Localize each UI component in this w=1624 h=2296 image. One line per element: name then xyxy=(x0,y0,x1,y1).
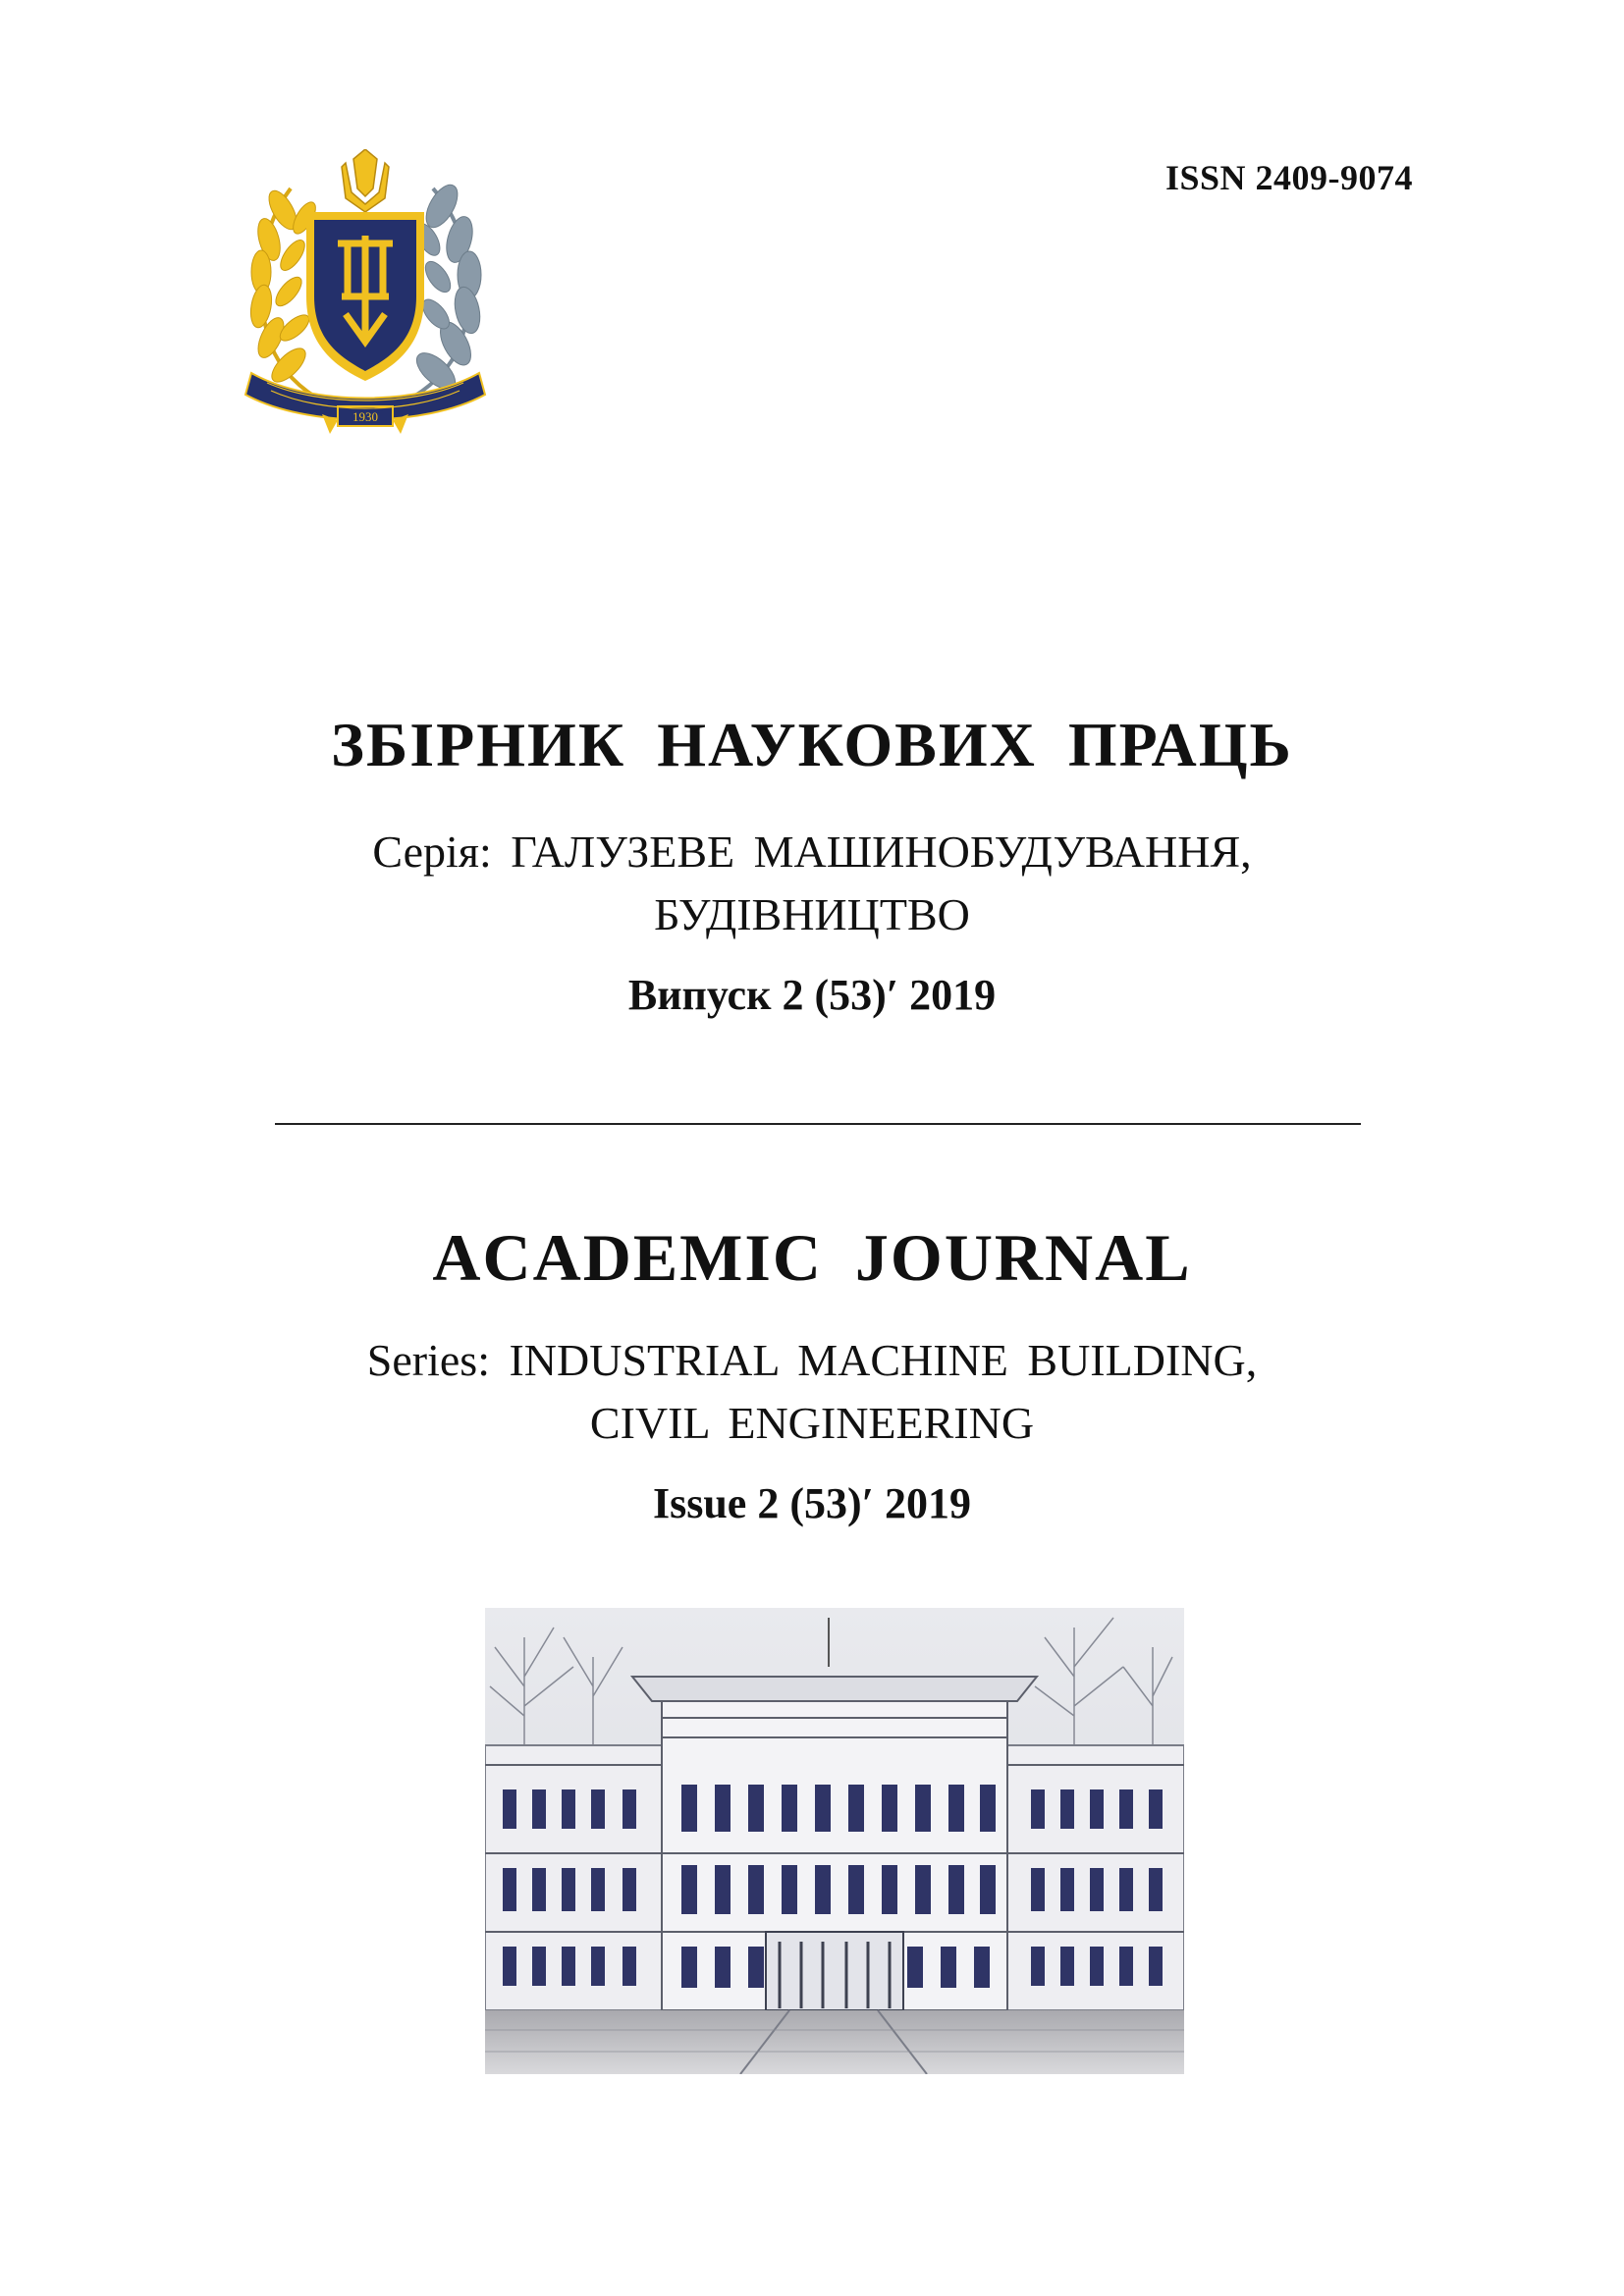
ukrainian-series-line2: БУДІВНИЦТВО xyxy=(654,889,970,939)
english-series-line1: Series: INDUSTRIAL MACHINE BUILDING, xyxy=(366,1335,1258,1385)
shield xyxy=(306,212,424,381)
english-title: ACADEMIC JOURNAL xyxy=(432,1220,1192,1295)
banner-year: 1930 xyxy=(352,409,378,424)
issn-number: ISSN 2409-9074 xyxy=(1164,158,1413,197)
university-building-drawing-icon xyxy=(485,1608,1184,2074)
english-series xyxy=(0,1329,1624,1455)
university-crest-icon xyxy=(232,149,499,434)
ukrainian-series-line1: Серія: ГАЛУЗЕВЕ МАШИНОБУДУВАННЯ, xyxy=(372,827,1252,877)
trident-icon xyxy=(342,149,389,212)
ukrainian-title: ЗБІРНИК НАУКОВИХ ПРАЦЬ xyxy=(331,710,1293,779)
divider-line xyxy=(275,1123,1361,1125)
ukrainian-series xyxy=(0,821,1624,946)
english-issue: Issue 2 (53)′ 2019 xyxy=(652,1479,972,1527)
english-series-line2: CIVIL ENGINEERING xyxy=(589,1398,1035,1448)
ukrainian-issue: Випуск 2 (53)′ 2019 xyxy=(627,971,997,1019)
